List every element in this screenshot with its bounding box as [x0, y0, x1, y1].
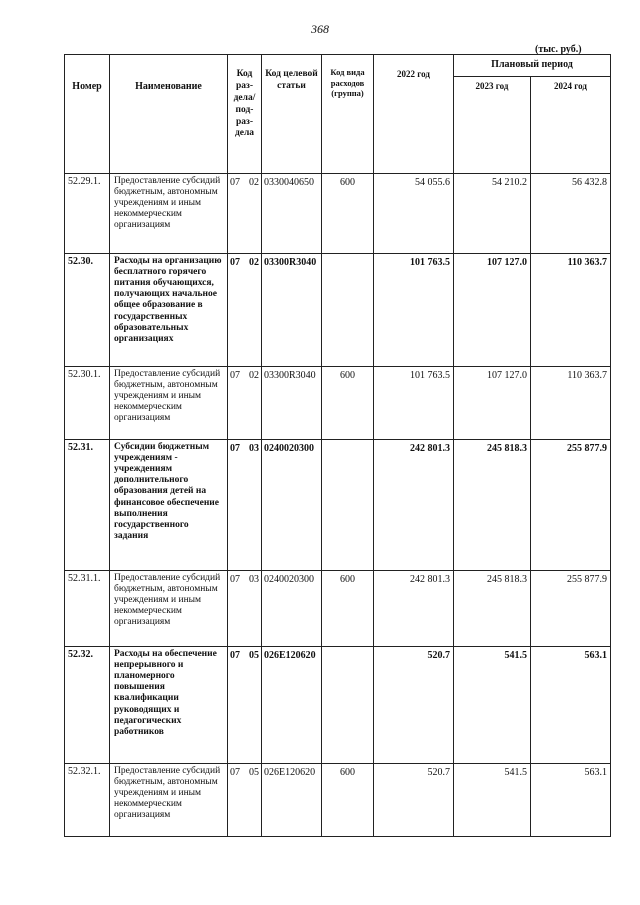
- row-subsection: 03: [249, 442, 259, 454]
- row-number: 52.30.: [65, 253, 110, 366]
- row-section: 07: [230, 256, 240, 268]
- row-name: Предоставление субсидий бюджетным, автономным учреждениям и иным некоммерческим организациям: [110, 570, 228, 646]
- row-expense-code: [322, 253, 374, 366]
- row-expense-code: [322, 646, 374, 763]
- row-subsection: 02: [249, 369, 259, 381]
- row-section-code: [228, 763, 262, 836]
- row-value-2022: 242 801.3: [374, 570, 454, 646]
- row-name: Предоставление субсидий бюджетным, автономным учреждениям и иным некоммерческим организациям: [110, 763, 228, 836]
- row-value-2023: 541.5: [454, 763, 531, 836]
- table-row: [65, 646, 611, 763]
- header-expense-type: Код вида расходов (группа): [322, 55, 374, 174]
- row-value-2024: 563.1: [531, 646, 611, 763]
- row-number: 52.30.1.: [65, 366, 110, 439]
- row-value-2022: 520.7: [374, 763, 454, 836]
- table-row: [65, 173, 611, 253]
- header-number: Номер: [65, 55, 110, 174]
- row-expense-code: 600: [322, 570, 374, 646]
- row-expense-code: 600: [322, 366, 374, 439]
- units-label: (тыс. руб.): [535, 44, 582, 55]
- row-subsection: 02: [249, 256, 259, 268]
- table-row: [65, 570, 611, 646]
- row-subsection: 05: [249, 766, 259, 778]
- row-value-2022: 54 055.6: [374, 173, 454, 253]
- row-value-2024: 255 877.9: [531, 439, 611, 570]
- row-number: 52.31.: [65, 439, 110, 570]
- row-section: 07: [230, 649, 240, 661]
- row-target-code: 026E120620: [262, 646, 322, 763]
- row-section-code: [228, 253, 262, 366]
- row-value-2023: 541.5: [454, 646, 531, 763]
- row-value-2024: 255 877.9: [531, 570, 611, 646]
- row-section-code: [228, 570, 262, 646]
- row-section: 07: [230, 766, 240, 778]
- header-name: Наименование: [110, 55, 228, 174]
- row-value-2023: 245 818.3: [454, 570, 531, 646]
- table-row: [65, 366, 611, 439]
- header-2024: 2024 год: [531, 76, 611, 173]
- header-section: Код раз-дела/ под-раз-дела: [228, 55, 262, 174]
- row-name: Расходы на обеспечение непрерывного и планомерного повышения квалификации руководящих и педагогических работников: [110, 646, 228, 763]
- row-section-code: [228, 173, 262, 253]
- row-section: 07: [230, 573, 240, 585]
- row-value-2022: 101 763.5: [374, 366, 454, 439]
- row-number: 52.32.1.: [65, 763, 110, 836]
- table-body: [65, 173, 611, 836]
- header-row: [65, 55, 611, 77]
- row-value-2022: 242 801.3: [374, 439, 454, 570]
- header-target: Код целевой статьи: [262, 55, 322, 174]
- row-value-2024: 110 363.7: [531, 366, 611, 439]
- table-row: [65, 253, 611, 366]
- row-subsection: 05: [249, 649, 259, 661]
- row-section-code: [228, 366, 262, 439]
- row-name: Предоставление субсидий бюджетным, автономным учреждениям и иным некоммерческим организациям: [110, 173, 228, 253]
- row-section-code: [228, 646, 262, 763]
- row-value-2022: 520.7: [374, 646, 454, 763]
- row-value-2024: 56 432.8: [531, 173, 611, 253]
- row-expense-code: 600: [322, 173, 374, 253]
- row-value-2024: 563.1: [531, 763, 611, 836]
- row-value-2023: 245 818.3: [454, 439, 531, 570]
- page-number: 368: [311, 22, 329, 36]
- row-target-code: 0240020300: [262, 439, 322, 570]
- row-value-2023: 107 127.0: [454, 253, 531, 366]
- header-2023: 2023 год: [454, 76, 531, 173]
- row-target-code: 0330040650: [262, 173, 322, 253]
- row-number: 52.31.1.: [65, 570, 110, 646]
- row-section: 07: [230, 176, 240, 188]
- row-subsection: 02: [249, 176, 259, 188]
- row-value-2023: 107 127.0: [454, 366, 531, 439]
- row-value-2022: 101 763.5: [374, 253, 454, 366]
- table-row: [65, 439, 611, 570]
- row-expense-code: 600: [322, 763, 374, 836]
- row-target-code: 0240020300: [262, 570, 322, 646]
- row-target-code: 03300R3040: [262, 366, 322, 439]
- row-name: Субсидии бюджетным учреждениям - учреждениям дополнительного образования детей на финансовое обеспечение выполнения государственного задания: [110, 439, 228, 570]
- row-name: Предоставление субсидий бюджетным, автономным учреждениям и иным некоммерческим организациям: [110, 366, 228, 439]
- row-target-code: 026E120620: [262, 763, 322, 836]
- row-section-code: [228, 439, 262, 570]
- table-row: [65, 763, 611, 836]
- row-subsection: 03: [249, 573, 259, 585]
- row-value-2023: 54 210.2: [454, 173, 531, 253]
- header-2022: 2022 год: [374, 55, 454, 174]
- row-number: 52.32.: [65, 646, 110, 763]
- row-section: 07: [230, 369, 240, 381]
- header-planned-period: Плановый период: [454, 55, 611, 77]
- row-expense-code: [322, 439, 374, 570]
- budget-table: [64, 54, 611, 837]
- row-name: Расходы на организацию бесплатного горячего питания обучающихся, получающих начальное общее образование в государственных образовательных организациях: [110, 253, 228, 366]
- row-value-2024: 110 363.7: [531, 253, 611, 366]
- row-section: 07: [230, 442, 240, 454]
- row-target-code: 03300R3040: [262, 253, 322, 366]
- row-number: 52.29.1.: [65, 173, 110, 253]
